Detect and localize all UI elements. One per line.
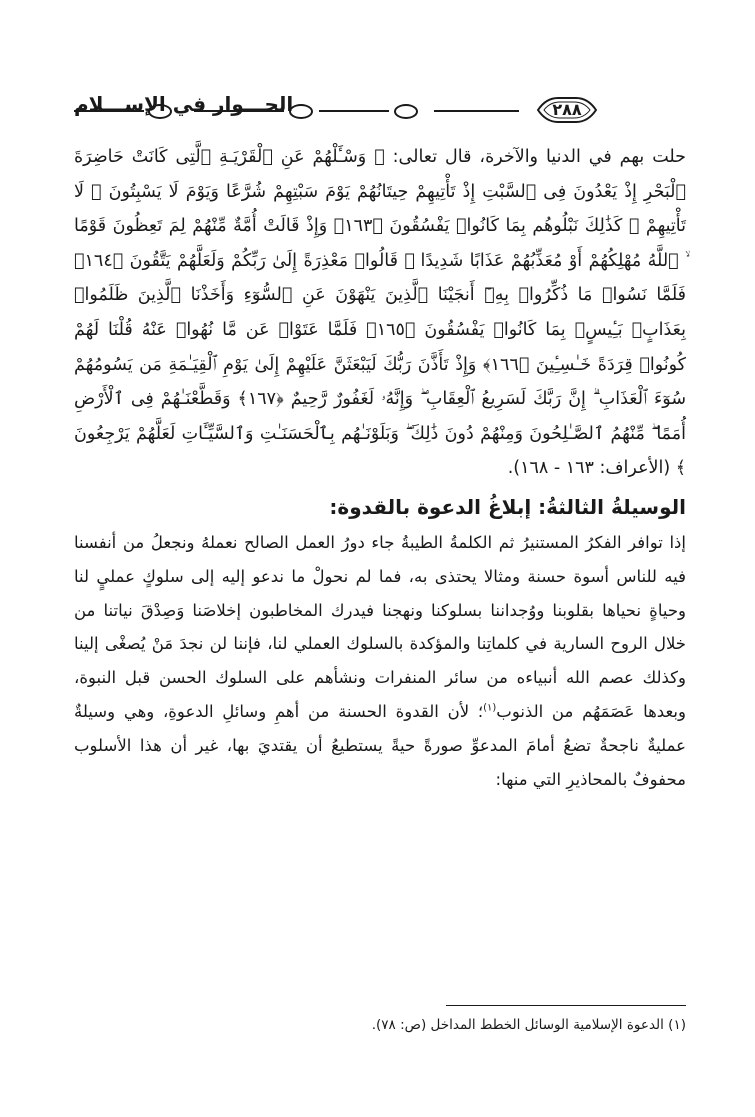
body-paragraph	[74, 526, 686, 796]
paragraph-text-part-1: إذا توافر الفكرُ المستنيرُ ثم الكلمةُ الطيبةُ جاء دورُ العمل الصالح نعملهُ ونجعلُ من أنفسنا فيه للناس أسوة حسنة ومثالا يحتذى به، فما لم نحولْ ما ندعو إليه إلى سلوكٍ عمليٍ لنا وحياةٍ نحياها بقلوبنا ووُجداننا بسلوكنا ونهجنا فيدرك المخاطبون إخلاصَنا وَصِدْقَ نياتنا من خلال الروح السارية في كلماتِنا والمؤكدة بالسلوك العملي لنا، فإننا لن نجدَ مَنْ يُصغْى إلينا وكذلك عصم الله أنبياءه من سائر المنفرات ونشأهم على السلوك الحسن قبل النبوة، وبعدها عَصَمَهُم من الذنوب	[74, 532, 686, 721]
page-number-frame	[536, 94, 598, 126]
header-ornament	[394, 104, 418, 119]
header-rule	[434, 110, 519, 112]
footnote: (١) الدعوة الإسلامية الوسائل الخطط المداخل (ص: ٧٨).	[371, 1017, 686, 1033]
running-title: الحـــوار في الإســـلام	[74, 92, 294, 116]
section-heading: الوسيلةُ الثالثةُ: إبلاغُ الدعوة بالقدوة:	[329, 494, 686, 519]
quran-verse-block: حلت بهم في الدنيا والآخرة، قال تعالى: ﴿ وَسْـَٔلْهُمْ عَنِ ٱلْقَرْيَـةِ ٱلَّتِى كَانَتْ حَاضِرَةَ ٱلْبَحْرِ إِذْ يَعْدُونَ فِى ٱلسَّبْتِ إِذْ تَأْتِيهِمْ حِيتَانُهُمْ يَوْمَ سَبْتِهِمْ شُرَّعًا وَيَوْمَ لَا يَسْبِتُونَ ۙ لَا تَأْتِيهِمْ ۚ كَذَٰلِكَ نَبْلُوهُم بِمَا كَانُوا۟ يَفْسُقُونَ ﴿١٦٣﴾ وَإِذْ قَالَتْ أُمَّةٌ مِّنْهُمْ لِمَ تَعِظُونَ قَوْمًا ۙ ٱللَّهُ مُهْلِكُهُمْ أَوْ مُعَذِّبُهُمْ عَذَابًا شَدِيدًا ۖ قَالُوا۟ مَعْذِرَةً إِلَىٰ رَبِّكُمْ وَلَعَلَّهُمْ يَتَّقُونَ ﴿١٦٤﴾ فَلَمَّا نَسُوا۟ مَا ذُكِّرُوا۟ بِهِۦٓ أَنجَيْنَا ٱلَّذِينَ يَنْهَوْنَ عَنِ ٱلسُّوٓءِ وَأَخَذْنَا ٱلَّذِينَ ظَلَمُوا۟ بِعَذَابٍۭ بَـِٔيسٍۭ بِمَا كَانُوا۟ يَفْسُقُونَ ﴿١٦٥﴾ فَلَمَّا عَتَوْا۟ عَن مَّا نُهُوا۟ عَنْهُ قُلْنَا لَهُمْ كُونُوا۟ قِرَدَةً خَـٰسِـِٔينَ ﴿١٦٦﴾ وَإِذْ تَأَذَّنَ رَبُّكَ لَيَبْعَثَنَّ عَلَيْهِمْ إِلَىٰ يَوْمِ ٱلْقِيَـٰمَةِ مَن يَسُومُهُمْ سُوٓءَ ٱلْعَذَابِ ۗ إِنَّ رَبَّكَ لَسَرِيعُ ٱلْعِقَابِ ۖ وَإِنَّهُۥ لَغَفُورٌ رَّحِيمٌ ﴿١٦٧﴾ وَقَطَّعْنَـٰهُمْ فِى ٱلْأَرْضِ أُمَمًا ۖ مِّنْهُمُ ٱلصَّـٰلِحُونَ وَمِنْهُمْ دُونَ ذَٰلِكَ ۖ وَبَلَوْنَـٰهُم بِٱلْحَسَنَـٰتِ وَٱلسَّيِّـَٔاتِ لَعَلَّهُمْ يَرْجِعُونَ ﴾ (الأعراف: ١٦٣ - ١٦٨).	[74, 147, 686, 479]
paragraph-text-part-2: ؛ لأن القدوة الحسنة من أهمِ وسائلِ الدعوةِ، وهي وسيلةٌ عمليةٌ ناجحةٌ تضعُ أمامَ المدعوِّ صورةً حيةً يستطيعُ أن يقتديَ بها، غير أن هذا الأسلوب محفوفٌ بالمحاذيرِ التي منها:	[74, 701, 686, 789]
book-page	[74, 78, 686, 1078]
footnote-marker[interactable]: (١)	[483, 702, 497, 714]
page-number: ٢٨٨	[552, 100, 582, 119]
running-header	[74, 78, 686, 128]
footnote-separator	[446, 1005, 686, 1006]
body-text	[74, 140, 686, 796]
header-rule	[319, 110, 389, 112]
